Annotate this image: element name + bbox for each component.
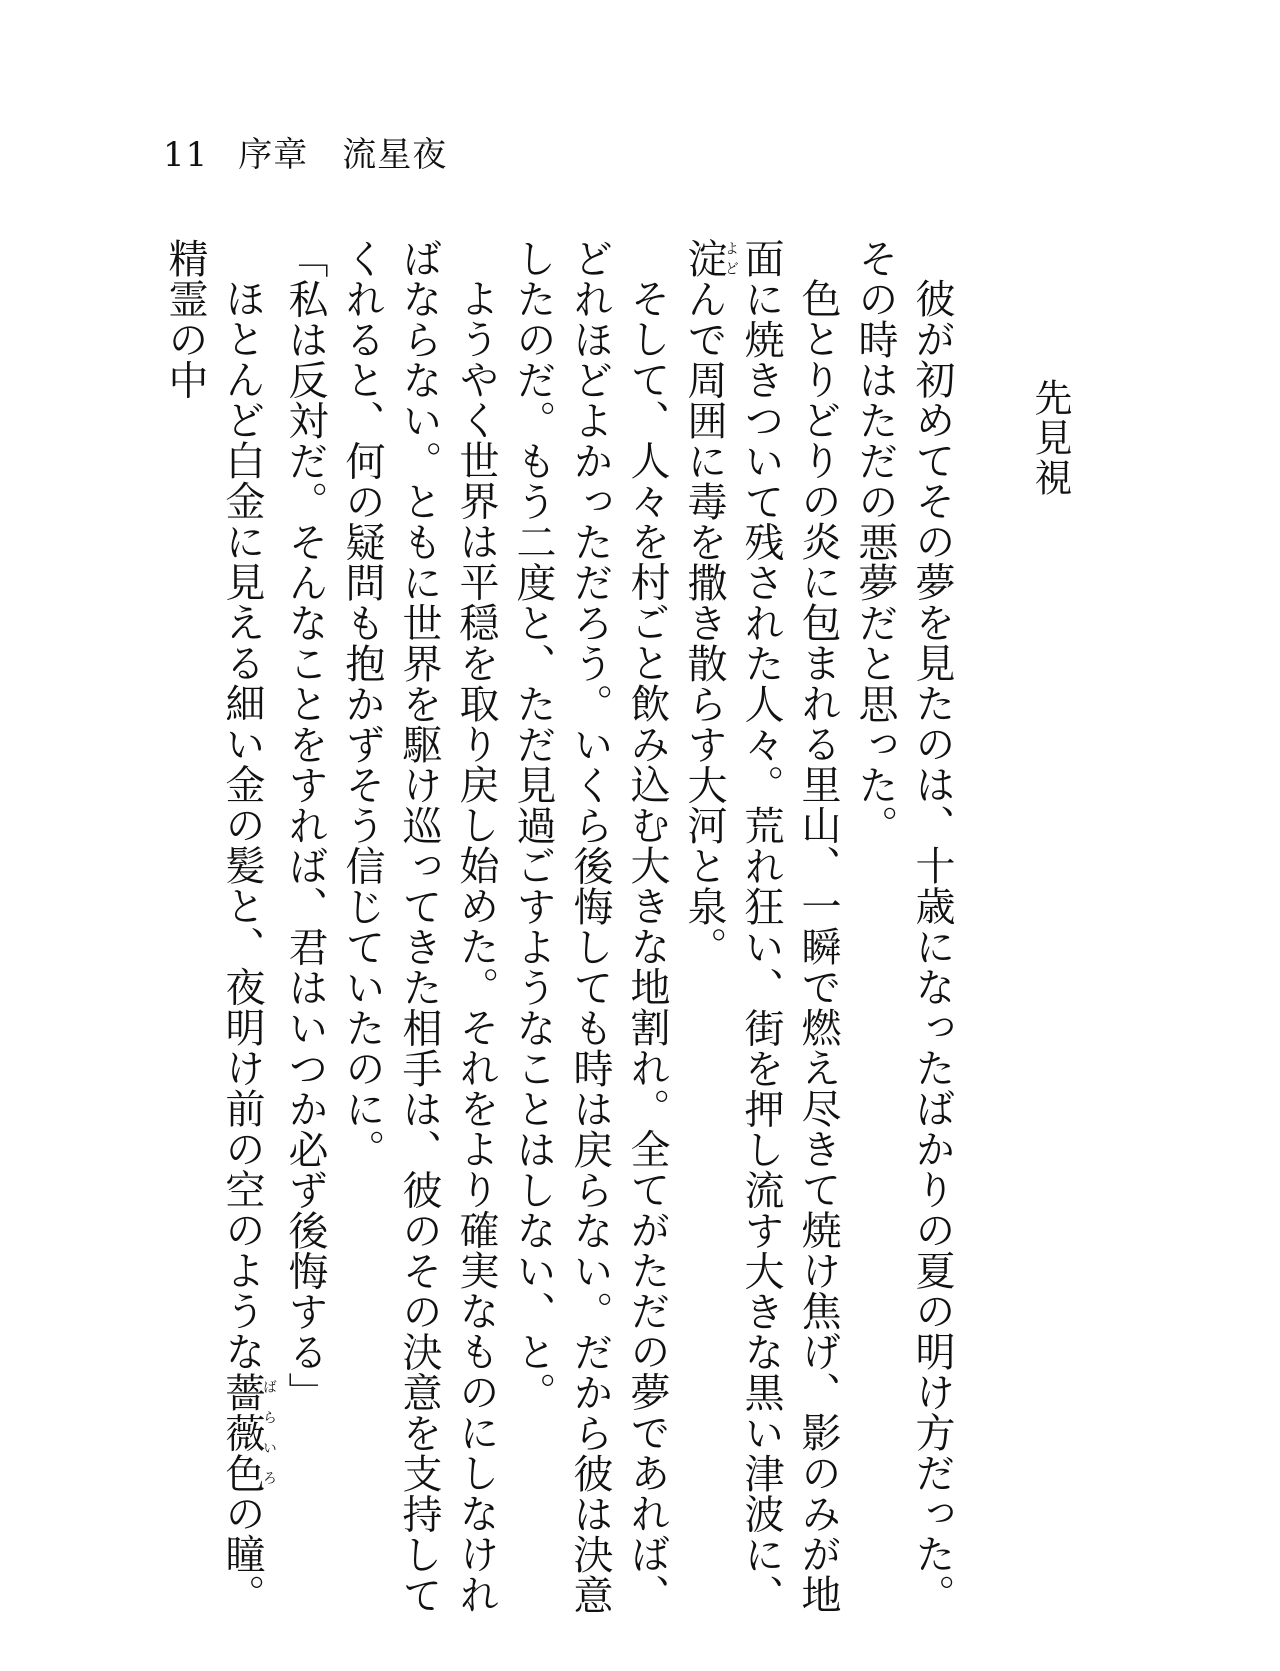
paragraph-2-tail: んで周囲に毒を撒き散らす大河と泉。 [681, 278, 727, 967]
dialogue-line: 「私は反対だ。そんなことをすれば、君はいつか必ず後悔する」 [282, 238, 328, 1413]
paragraph-1: 彼が初めてその夢を見たのは、十歳になったばかりの夏の明け方だった。その時はただの悪夢だと思った。 [852, 238, 955, 1615]
paragraph-4: ようやく世界は平穏を取り戻し始めた。それをより確実なものにしなければならない。ともに世界を駆け巡ってきた相手は、彼のその決意を支持してくれると、何の疑問も抱かずそう信じていたのに。 [339, 238, 499, 1615]
paragraph-5-tail: の瞳。精霊の中 [162, 238, 265, 1615]
ruby-yodo-reading: よど [723, 238, 739, 279]
paragraph-3: そして、人々を村ごと飲み込む大きな地割れ。全てがただの夢であれば、どれほどよかっただろう。いくら後悔しても時は戻らない。だから彼は決意したのだ。もう二度と、ただ見過ごすようなことはしない、と。 [510, 238, 670, 1615]
running-header [163, 130, 447, 180]
paragraph-5 [160, 238, 276, 1628]
ruby-barairo [219, 1371, 277, 1494]
paragraph-2 [675, 238, 846, 1628]
ruby-barairo-reading: ばらいろ [261, 1371, 277, 1493]
ruby-yodo [681, 238, 739, 279]
section-title: 先見視 [1028, 378, 1072, 498]
ruby-barairo-base: 薔薇色 [219, 1371, 265, 1493]
ruby-yodo-base: 淀 [681, 238, 727, 279]
chapter-label: 序章 [238, 135, 309, 175]
paragraph-5-text: ほとんど白金に見える細い金の髪と、夜明け前の空のような [219, 278, 265, 1372]
body-text [160, 238, 960, 1628]
chapter-title: 流星夜 [342, 135, 448, 175]
page-number: 11 [163, 135, 209, 175]
paragraph-2-text: 色とりどりの炎に包まれる里山、一瞬で燃え尽きて焼け焦げ、影のみが地面に焼きついて残された人々。荒れ狂い、街を押し流す大きな黒い津波に、 [738, 238, 841, 1615]
